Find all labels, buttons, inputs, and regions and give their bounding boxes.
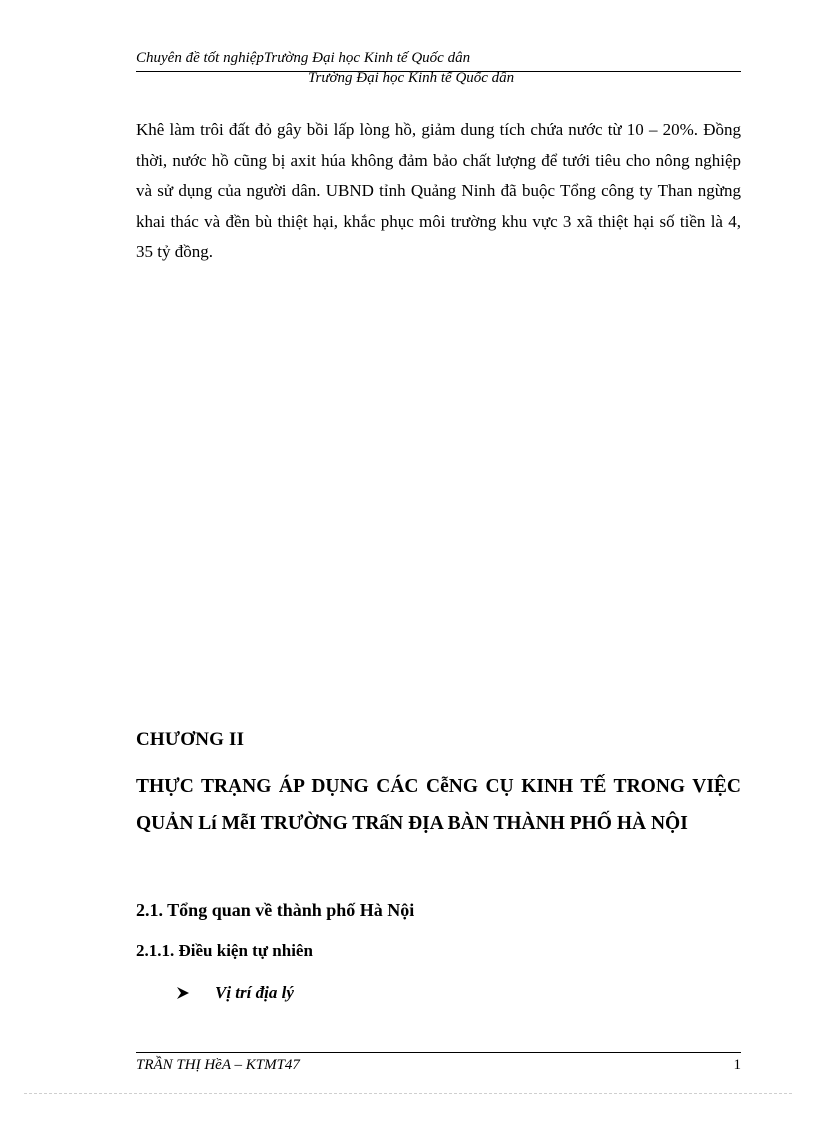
header-subtitle: Trường Đại học Kinh tế Quốc dân	[308, 70, 515, 86]
chapter-label: CHƯƠNG II	[136, 729, 245, 750]
bullet-item	[176, 983, 294, 1003]
page-number: 1	[733, 1057, 741, 1073]
page-header	[136, 50, 741, 86]
header-title: Chuyên đề tốt nghiệpTrường Đại học Kinh tế Quốc dân	[136, 50, 471, 66]
bullet-text: Vị trí địa lý	[215, 983, 294, 1002]
section-heading: 2.1. Tổng quan về thành phố Hà Nội	[136, 900, 415, 920]
footer-rule	[136, 1052, 741, 1053]
body-paragraph: Khê làm trôi đất đỏ gây bồi lấp lòng hồ, giảm dung tích chứa nước từ 10 – 20%. Đồng thời, nước hồ cũng bị axit húa không đảm bảo chất lượng để tưới tiêu cho nông nghiệp và sử dụng của người dân. UBND tỉnh Quảng Ninh đã buộc Tổng công ty Than ngừng khai thác và đền bù thiệt hại, khắc phục môi trường khu vực 3 xã thiệt hại số tiền là 4, 35 tỷ đồng.	[136, 120, 741, 262]
arrowhead-bullet-icon	[176, 986, 190, 1000]
chapter-title: THỰC TRẠNG ÁP DỤNG CÁC CễNG CỤ KINH TẾ TRONG VIỆC QUẢN Lí MễI TRƯỜNG TRấN ĐỊA BÀN THÀNH PHỐ HÀ NỘI	[136, 776, 741, 834]
footer-author: TRẦN THỊ HềA – KTMT47	[136, 1057, 300, 1073]
subsection-heading: 2.1.1. Điều kiện tự nhiên	[136, 941, 313, 960]
page-boundary	[24, 1093, 792, 1094]
